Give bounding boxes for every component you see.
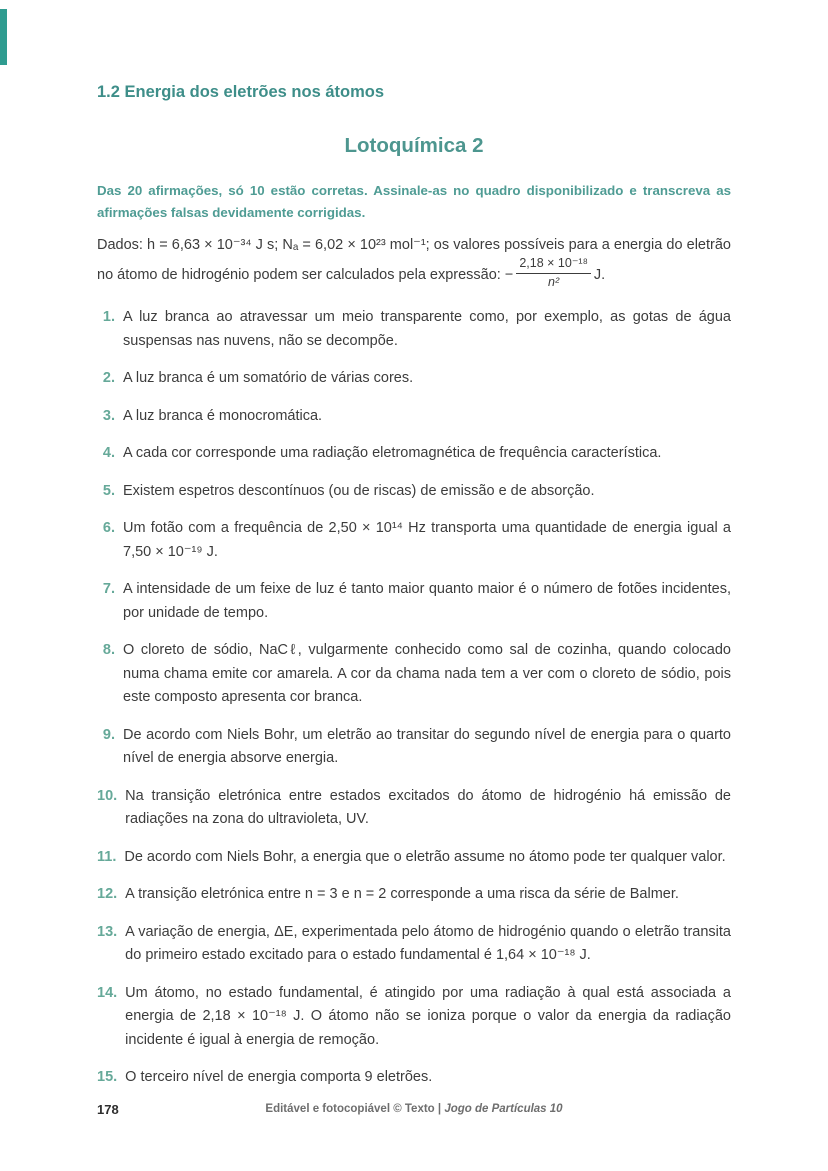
statement-text: O terceiro nível de energia comporta 9 eletrões. (125, 1069, 433, 1086)
section-heading: 1.2 Energia dos eletrões nos átomos (97, 83, 385, 101)
statement-text: A luz branca é monocromática. (123, 407, 323, 424)
statement-number: 7. (102, 581, 115, 598)
footer-credit-text: Editável e fotocopiável © Texto | (265, 1103, 445, 1115)
statement-number: 5. (102, 482, 115, 499)
page-content (97, 0, 731, 1090)
statement-item (97, 883, 731, 907)
fraction-denominator: n² (548, 274, 560, 289)
statement-item (97, 578, 731, 625)
page-edge-tab (0, 9, 7, 65)
statement-number: 15. (97, 1069, 118, 1086)
statement-number: 9. (102, 726, 115, 743)
statement-number: 14. (97, 984, 118, 1001)
instructions-text: Das 20 afirmações, só 10 estão corretas. Assinale-as no quadro disponibilizado e transcreva as afirmações falsas devidamente corrigidas. (97, 183, 731, 220)
energy-fraction (516, 256, 591, 290)
statement-item (97, 846, 731, 870)
statement-number: 2. (102, 370, 115, 387)
statement-text: A luz branca ao atravessar um meio transparente como, por exemplo, as gotas de água suspensas nas nuvens, não se decompõe. (123, 309, 731, 349)
statement-item (97, 367, 731, 391)
data-line (97, 233, 731, 292)
worksheet-title: Lotoquímica 2 (344, 134, 484, 157)
page-number: 178 (97, 1102, 119, 1117)
statement-item (97, 306, 731, 353)
statement-number: 4. (102, 445, 115, 462)
statement-text: De acordo com Niels Bohr, um eletrão ao transitar do segundo nível de energia para o quarto nível de energia absorve energia. (123, 726, 731, 767)
statement-item (97, 480, 731, 504)
data-line-suffix: J. (593, 266, 606, 283)
statement-number: 13. (97, 923, 118, 940)
statement-text: Na transição eletrónica entre estados excitados do átomo de hidrogénio há emissão de radiações na zona do ultravioleta, UV. (125, 787, 731, 828)
statement-item (97, 639, 731, 710)
statement-number: 10. (97, 787, 118, 804)
data-line-text: Dados: h = 6,63 × 10⁻³⁴ J s; Nₐ = 6,02 × 10²³ mol⁻¹; os valores possíveis para a energia do eletrão no átomo de hidrogénio podem ser calculados pela expressão: − (97, 237, 731, 283)
statement-list (97, 306, 731, 1090)
statement-number: 3. (102, 407, 115, 424)
statement-number: 11. (97, 848, 117, 865)
statement-number: 12. (97, 886, 118, 903)
statement-text: Um átomo, no estado fundamental, é atingido por uma radiação à qual está associada a energia de 2,18 × 10⁻¹⁸ J. O átomo não se ioniza porque o valor da energia da radiação incidente é igual à energia de remoção. (125, 984, 731, 1048)
statement-item (97, 517, 731, 564)
statement-item (97, 405, 731, 429)
statement-text: A transição eletrónica entre n = 3 e n = 2 corresponde a uma risca da série de Balmer. (125, 886, 679, 903)
statement-item (97, 785, 731, 832)
statement-text: A intensidade de um feixe de luz é tanto maior quanto maior é o número de fotões incidentes, por unidade de tempo. (123, 581, 731, 621)
statement-item (97, 921, 731, 968)
fraction-numerator: 2,18 × 10⁻¹⁸ (516, 256, 591, 274)
statement-text: Existem espetros descontínuos (ou de riscas) de emissão e de absorção. (123, 482, 595, 499)
statement-item (97, 1066, 731, 1090)
statement-text: A luz branca é um somatório de várias cores. (123, 370, 414, 387)
statement-item (97, 982, 731, 1053)
statement-number: 8. (102, 642, 115, 659)
page-footer (97, 1102, 731, 1122)
footer-credit-book-title: Jogo de Partículas 10 (444, 1103, 563, 1115)
statement-number: 6. (102, 520, 115, 537)
statement-text: A cada cor corresponde uma radiação eletromagnética de frequência característica. (123, 445, 662, 462)
statement-text: De acordo com Niels Bohr, a energia que o eletrão assume no átomo pode ter qualquer valor. (124, 848, 726, 865)
statement-item (97, 724, 731, 771)
statement-text: Um fotão com a frequência de 2,50 × 10¹⁴ Hz transporta uma quantidade de energia igual a 7,50 × 10⁻¹⁹ J. (123, 520, 731, 560)
footer-credit (97, 1103, 731, 1115)
statement-item (97, 442, 731, 466)
statement-text: O cloreto de sódio, NaCℓ, vulgarmente conhecido como sal de cozinha, quando colocado numa chama emite cor amarela. A cor da chama nada tem a ver com o cloreto de sódio, pois este composto apresenta cor branca. (123, 642, 731, 706)
statement-text: A variação de energia, ΔE, experimentada pelo átomo de hidrogénio quando o eletrão transita do primeiro estado excitado para o estado fundamental é 1,64 × 10⁻¹⁸ J. (125, 923, 731, 964)
statement-number: 1. (102, 309, 115, 326)
